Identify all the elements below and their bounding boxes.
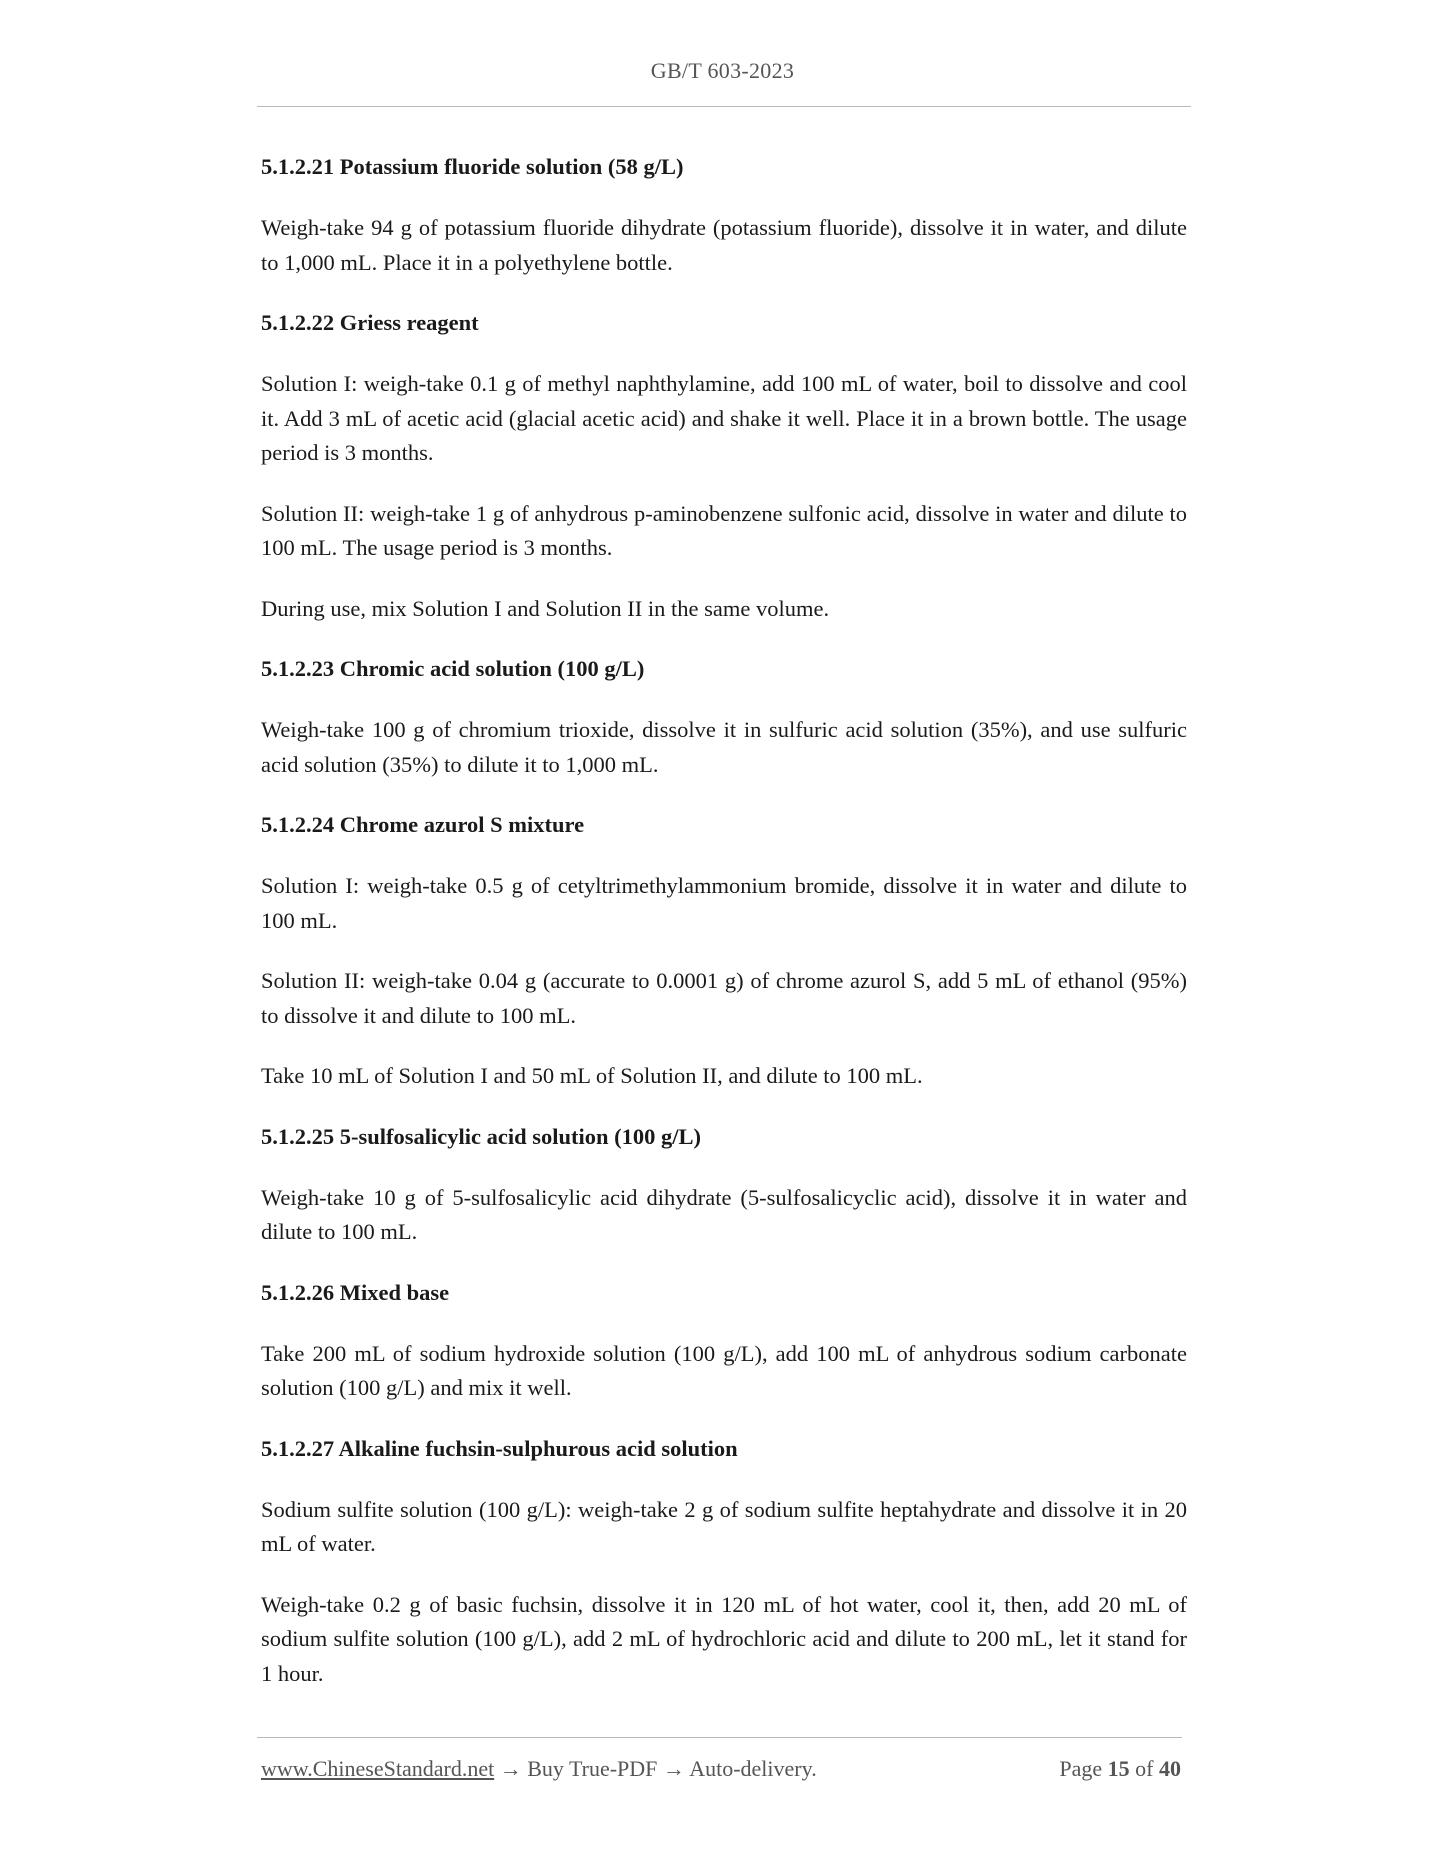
section-paragraph: Solution II: weigh-take 0.04 g (accurate to 0.0001 g) of chrome azurol S, add 5 mL of ethanol (95%) to dissolve it and dilute to 100 mL. bbox=[261, 968, 1187, 1028]
document-body bbox=[261, 150, 1187, 1717]
section-paragraph: Solution I: weigh-take 0.5 g of cetyltrimethylammonium bromide, dissolve it in water and dilute to 100 mL. bbox=[261, 873, 1187, 933]
page-total: 40 bbox=[1159, 1756, 1181, 1781]
footer-divider bbox=[257, 1737, 1182, 1738]
arrow-icon: → bbox=[662, 1756, 685, 1781]
section-paragraph: Weigh-take 0.2 g of basic fuchsin, dissolve it in 120 mL of hot water, cool it, then, add 20 mL of sodium sulfite solution (100 g/L), add 2 mL of hydrochloric acid and dilute to 200 mL, let it stand for 1 hour. bbox=[261, 1591, 1187, 1686]
section-paragraph: During use, mix Solution I and Solution II in the same volume. bbox=[261, 595, 830, 621]
buy-text: Buy True-PDF bbox=[527, 1756, 658, 1781]
section-heading: 5.1.2.25 5-sulfosalicylic acid solution (100 g/L) bbox=[261, 1123, 702, 1149]
section-paragraph: Weigh-take 94 g of potassium fluoride dihydrate (potassium fluoride), dissolve it in water, and dilute to 1,000 mL. Place it in a polyethylene bottle. bbox=[261, 215, 1187, 275]
section-paragraph: Solution I: weigh-take 0.1 g of methyl naphthylamine, add 100 mL of water, boil to dissolve and cool it. Add 3 mL of acetic acid (glacial acetic acid) and shake it well. Place it in a brown bottle. The usage period is 3 months. bbox=[261, 371, 1187, 465]
header-divider bbox=[257, 106, 1191, 107]
section-heading: 5.1.2.27 Alkaline fuchsin-sulphurous acid solution bbox=[261, 1435, 738, 1461]
section-paragraph: Sodium sulfite solution (100 g/L): weigh-take 2 g of sodium sulfite heptahydrate and dissolve it in 20 mL of water. bbox=[261, 1496, 1187, 1556]
section-paragraph: Take 10 mL of Solution I and 50 mL of Solution II, and dilute to 100 mL. bbox=[261, 1063, 923, 1088]
page-label: Page bbox=[1059, 1756, 1103, 1781]
section-paragraph: Solution II: weigh-take 1 g of anhydrous p-aminobenzene sulfonic acid, dissolve in water and dilute to 100 mL. The usage period is 3 months. bbox=[261, 500, 1187, 560]
page-current: 15 bbox=[1107, 1756, 1130, 1781]
page-number bbox=[1059, 1756, 1181, 1782]
delivery-text: Auto-delivery. bbox=[689, 1756, 817, 1781]
section-heading: 5.1.2.26 Mixed base bbox=[261, 1279, 450, 1305]
section-heading: 5.1.2.21 Potassium fluoride solution (58 g/L) bbox=[261, 154, 684, 179]
section-heading: 5.1.2.23 Chromic acid solution (100 g/L) bbox=[261, 656, 645, 681]
section-paragraph: Weigh-take 100 g of chromium trioxide, dissolve it in sulfuric acid solution (35%), and use sulfuric acid solution (35%) to dilute it to 1,000 mL. bbox=[261, 717, 1187, 777]
page-of-label: of bbox=[1135, 1756, 1154, 1781]
section-heading: 5.1.2.24 Chrome azurol S mixture bbox=[261, 812, 585, 837]
document-header-title: GB/T 603-2023 bbox=[650, 58, 795, 83]
footer-promo bbox=[261, 1756, 817, 1782]
section-paragraph: Weigh-take 10 g of 5-sulfosalicylic acid dihydrate (5-sulfosalicyclic acid), dissolve it in water and dilute to 100 mL. bbox=[261, 1184, 1187, 1244]
arrow-icon: → bbox=[499, 1756, 522, 1781]
section-paragraph: Take 200 mL of sodium hydroxide solution (100 g/L), add 100 mL of anhydrous sodium carbonate solution (100 g/L) and mix it well. bbox=[261, 1340, 1187, 1400]
website-link[interactable]: www.ChineseStandard.net bbox=[261, 1756, 495, 1781]
section-heading: 5.1.2.22 Griess reagent bbox=[261, 310, 479, 335]
